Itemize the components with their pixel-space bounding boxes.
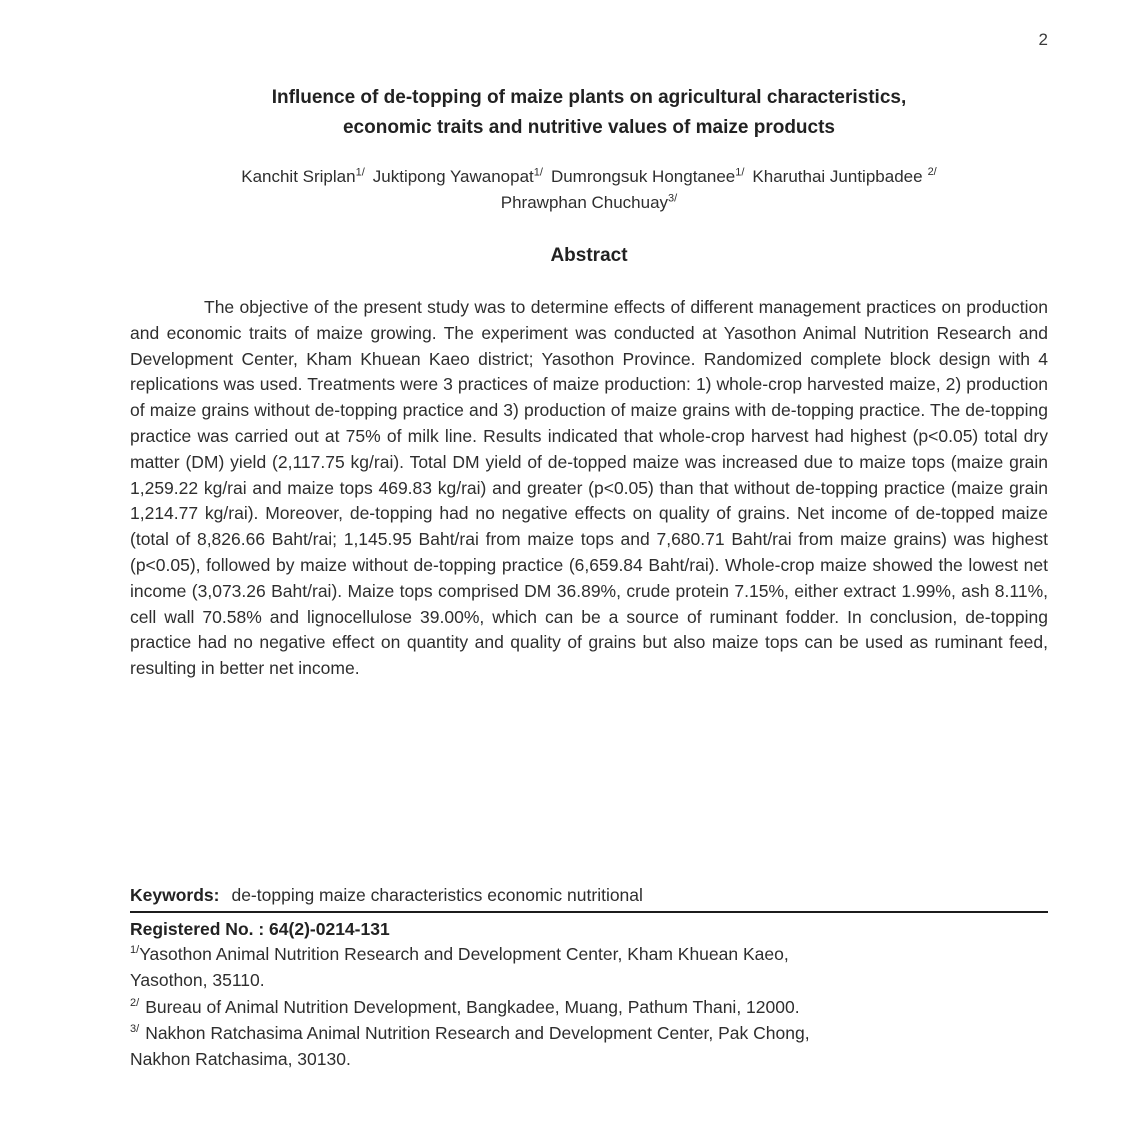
- author-2-affiliation-marker: 1/: [533, 166, 543, 179]
- author-1-affiliation-marker: 1/: [355, 166, 365, 179]
- footnote-2-text-line-1: Bureau of Animal Nutrition Development, Bangkadee, Muang, Pathum Thani, 12000.: [145, 996, 800, 1017]
- author-4-name: Kharuthai Juntipbadee: [752, 167, 923, 186]
- author-4: [752, 167, 936, 186]
- author-4-affiliation-marker: 2/: [927, 166, 937, 179]
- footnote-1-marker: 1/: [130, 944, 140, 957]
- keywords-label: Keywords:: [130, 885, 220, 905]
- author-1-name: Kanchit Sriplan: [241, 167, 356, 186]
- keywords-text: de-topping maize characteristics economic nutritional: [231, 885, 643, 905]
- author-2-name: Juktipong Yawanopat: [372, 167, 534, 186]
- footnote-3: [130, 1020, 1048, 1046]
- authors-line-2: [130, 190, 1048, 216]
- footnote-2: [130, 994, 1048, 1020]
- author-5: [501, 193, 677, 212]
- author-5-affiliation-marker: 3/: [668, 192, 678, 205]
- footnote-1-text-line-2: Yasothon, 35110.: [130, 970, 265, 991]
- footnote-3-marker: 3/: [130, 1023, 140, 1036]
- author-2: [373, 167, 543, 186]
- registered-number: Registered No. : 64(2)-0214-131: [130, 919, 390, 939]
- page-number: 2: [1038, 30, 1048, 49]
- authors-line-1: [130, 164, 1048, 190]
- footnotes: [130, 941, 1048, 1072]
- abstract-heading: Abstract: [550, 245, 628, 266]
- author-3: [551, 167, 744, 186]
- paper-title-line-2: economic traits and nutritive values of maize products: [342, 117, 835, 138]
- footnote-1-text-line-1: Yasothon Animal Nutrition Research and Development Center, Kham Khuean Kaeo,: [139, 944, 789, 964]
- footer-section: [130, 884, 1048, 1072]
- page-content: [130, 0, 1048, 1070]
- keywords-line: [130, 884, 1048, 906]
- paper-title-line-1: Influence of de-topping of maize plants on agricultural characteristics,: [271, 87, 907, 108]
- footnote-3-text-line-1: Nakhon Ratchasima Animal Nutrition Research and Development Center, Pak Chong,: [145, 1022, 810, 1043]
- author-3-name: Dumrongsuk Hongtanee: [550, 167, 736, 186]
- author-3-affiliation-marker: 1/: [735, 166, 745, 179]
- keywords-divider: [130, 911, 1048, 913]
- author-1: [241, 167, 365, 186]
- footnote-2-marker: 2/: [130, 996, 140, 1009]
- author-list: [130, 164, 1048, 216]
- footnote-3-text-line-2: Nakhon Ratchasima, 30130.: [130, 1049, 351, 1070]
- abstract-body: The objective of the present study was to determine effects of different management practices on production and economic traits of maize growing. The experiment was conducted at Yasothon Animal Nutrition Research and Development Center, Kham Khuean Kaeo district; Yasothon Province. Randomized complete block design with 4 replications was used. Treatments were 3 practices of maize production: 1) whole-crop harvested maize, 2) production of maize grains without de-topping practice and 3) production of maize grains with de-topping practice. The de-topping practice was carried out at 75% of milk line. Results indicated that whole-crop harvest had highest (p<0.05) total dry matter (DM) yield (2,117.75 kg/rai). Total DM yield of de-topped maize was increased due to maize tops (maize grain 1,259.22 kg/rai and maize tops 469.83 kg/rai) and greater (p<0.05) than that without de-topping practice (maize grain 1,214.77 kg/rai). Moreover, de-topping had no negative effects on quality of grains. Net income of de-topped maize (total of 8,826.66 Baht/rai; 1,145.95 Baht/rai from maize tops and 7,680.71 Baht/rai from maize grains) was highest (p<0.05), followed by maize without de-topping practice (6,659.84 Baht/rai). Whole-crop maize showed the lowest net income (3,073.26 Baht/rai). Maize tops comprised DM 36.89%, crude protein 7.15%, either extract 1.99%, ash 8.11%, cell wall 70.58% and lignocellulose 39.00%, which can be a source of ruminant fodder. In conclusion, de-topping practice had no negative effect on quantity and quality of grains but also maize tops can be used as ruminant feed, resulting in better net income.: [130, 297, 1048, 679]
- footnote-1: [130, 941, 1048, 967]
- paper-title: [130, 83, 1048, 143]
- author-5-name: Phrawphan Chuchuay: [500, 193, 669, 212]
